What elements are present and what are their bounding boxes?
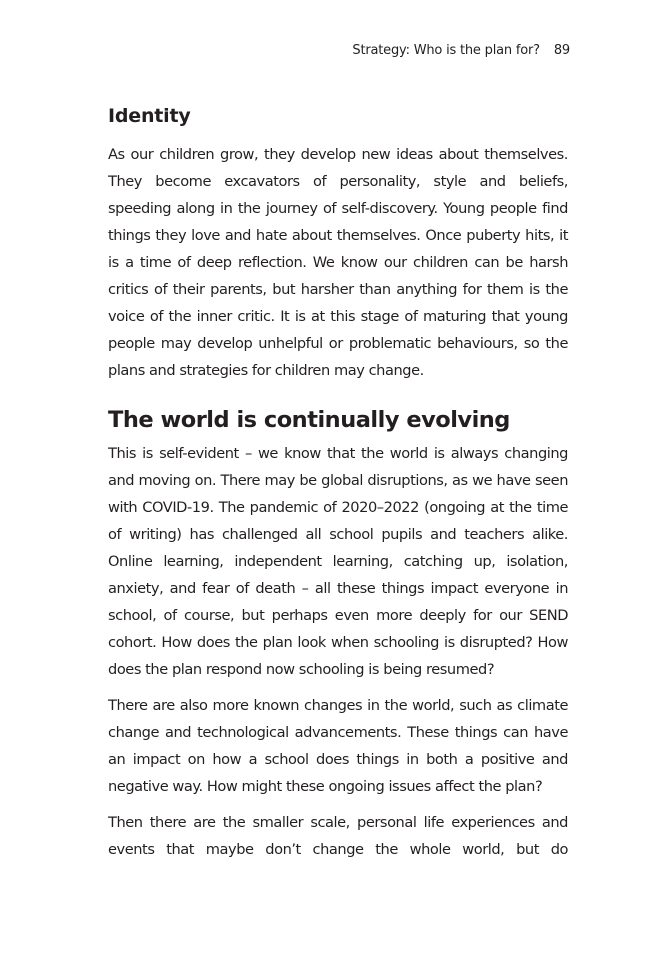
section-heading-identity: Identity bbox=[108, 105, 191, 127]
running-title: Strategy: Who is the plan for? bbox=[352, 43, 540, 58]
section-heading-world-evolving: The world is continually evolving bbox=[108, 406, 510, 433]
body-text bbox=[108, 104, 568, 872]
paragraph: This is self-evident – we know that the world is always changing and moving on. There may be global disruptions, as we have seen with COVID-19. The pandemic of 2020–2022 (ongoing at the time of writing) has challenged all school pupils and teachers alike. Online learning, independent learning, catching up, isolation, anxiety, and fear of death – all these things impact everyone in school, of course, but perhaps even more deeply for our SEND cohort. How does the plan look when schooling is disrupted? How does the plan respond now schooling is being resumed? bbox=[108, 444, 568, 678]
paragraph: There are also more known changes in the world, such as climate change and technological advancements. These things can have an impact on how a school does things in both a positive and negative way. How might these ongoing issues affect the plan? bbox=[108, 696, 568, 795]
running-header bbox=[352, 43, 570, 58]
paragraph: As our children grow, they develop new ideas about themselves. They become excavators of personality, style and beliefs, speeding along in the journey of self-discovery. Young people find things they love and hate about themselves. Once puberty hits, it is a time of deep reflection. We know our children can be harsh critics of their parents, but harsher than anything for them is the voice of the inner critic. It is at this stage of maturing that young people may develop unhelpful or problematic behaviours, so the plans and strategies for children may change. bbox=[108, 145, 568, 379]
paragraph: Then there are the smaller scale, personal life experiences and events that maybe don’t change the whole world, but do bbox=[108, 813, 568, 858]
page-number: 89 bbox=[553, 43, 570, 58]
